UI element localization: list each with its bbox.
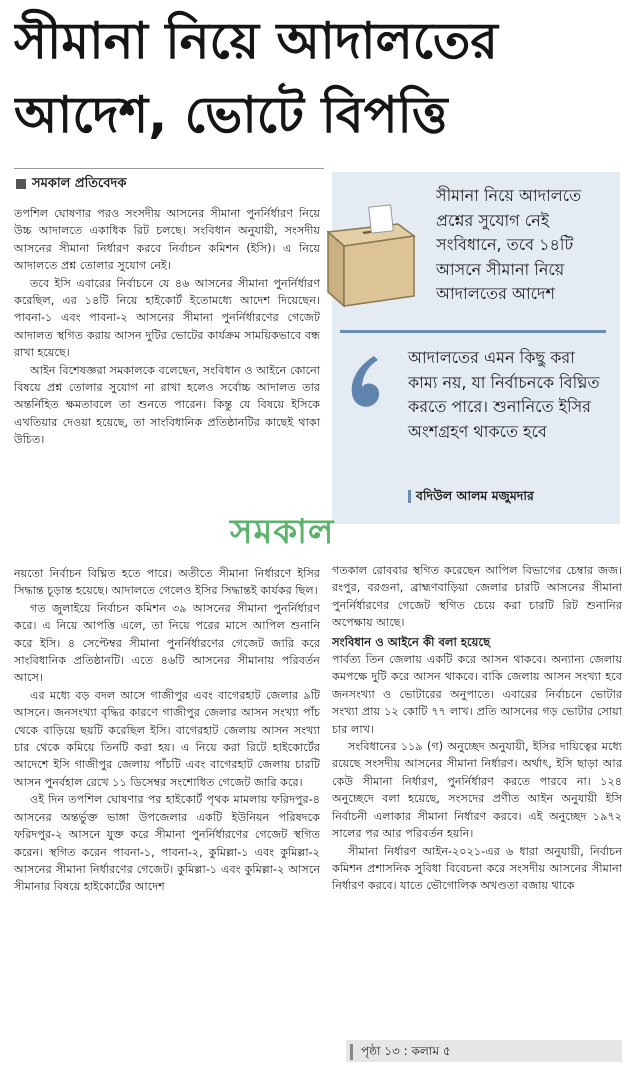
headline-line-1: সীমানা নিয়ে আদালতের (14, 12, 498, 70)
sidebar-quote: আদালতের এমন কিছু করা কাম্য নয়, যা নির্বাচনকে বিঘ্নিত করতে পারে। শুনানিতে ইসির অংশগ্রহণ থাকতে হবে (408, 348, 600, 441)
paragraph: সীমানা নির্ধারণ আইন-২০২১-এর ৬ ধারা অনুযায়ী, নির্বাচন কমিশন প্রশাসনিক সুবিধা বিবেচনা করে সংসদীয় আসনের সীমানা নির্ধারণ করবে। যাতে ভৌগোলিক অখণ্ডতা বজায় থাকে (332, 844, 622, 893)
article-column-right (332, 562, 622, 895)
paragraph: তবে ইসি এবারের নির্বাচনে যে ৪৬ আসনের সীমানা পুনর্নির্ধারণ করেছিল, এর ১৪টি নিয়ে হাইকোর্ট ইতোমধ্যে আদেশ দিয়েছেন। পাবনা-১ এবং পাবনা-২ আসনের সীমানা পুনর্নির্ধারণের গেজেট আদালত স্থগিত করায় আসন দুটির ভোটের কার্যক্রম সাময়িকভাবে বন্ধ রাখা হয়েছে। (14, 276, 320, 360)
article-column-left-top (14, 205, 320, 449)
byline-rule (14, 168, 324, 169)
paragraph: সংবিধানের ১১৯ (গ) অনুচ্ছেদ অনুযায়ী, ইসির দায়িত্বের মধ্যে রয়েছে সংসদীয় আসনের সীমানা নির্ধারণ। অর্থাৎ, ইসি ছাড়া আর কেউ সীমানা নির্ধারণ, পুনর্নির্ধারণ করতে পারবে না। ১২৪ অনুচ্ছেদে বলা হয়েছে, সংসদের প্রণীত আইন অনুযায়ী ইসি নির্বাচনী এলাকার সীমানা নির্ধারণ করবে। এই অনুচ্ছেদ ১৯৭২ সালের পর আর পরিবর্তন হয়নি। (332, 740, 622, 841)
headline (14, 4, 619, 152)
ballot-box-icon (318, 202, 418, 312)
article-column-left-bottom (14, 565, 320, 896)
author-name: বদিউল আলম মজুমদার (416, 488, 534, 503)
byline (16, 174, 316, 195)
headline-line-2: আদেশ, ভোটে বিপত্তি (14, 86, 448, 144)
paragraph: পার্বত্য তিন জেলায় একটি করে আসন থাকবে। অন্যান্য জেলায় কমপক্ষে দুটি করে আসন থাকবে। বাকি জেলায় আসন সংখ্যা হবে জনসংখ্যা ও ভোটারের অনুপাতে। এবারের নির্বাচনে ভোটার সংখ্যা প্রায় ১২ কোটি ৭৭ লাখ। প্রতি আসনের গড় ভোটার সোয়া চার লাখ। (332, 653, 622, 736)
paragraph: তপশিল ঘোষণার পরও সংসদীয় আসনের সীমানা পুনর্নির্ধারণ নিয়ে উচ্চ আদালতে একাধিক রিট চলছে। সংবিধান অনুযায়ী, সংসদীয় আসনের সীমানা নির্ধারণ করবে নির্বাচন কমিশন (ইসি)। এ নিয়ে আদালতে প্রশ্ন তোলার সুযোগ নেই। (14, 207, 320, 273)
sidebar-author (408, 488, 608, 508)
quote-mark-icon (344, 352, 390, 412)
continued-on-page (346, 1040, 622, 1062)
sidebar-summary: সীমানা নিয়ে আদালতে প্রশ্নের সুযোগ নেই সংবিধানে, তবে ১৪টি আসনে সীমানা নিয়ে আদালতের আদেশ (436, 186, 582, 303)
byline-square-icon (16, 179, 26, 189)
paragraph: নয়তো নির্বাচন বিঘ্নিত হতে পারে। অতীতে সীমানা নির্ধারণে ইসির সিদ্ধান্ত চূড়ান্ত হয়েছে। আদালতে গেলেও ইসির সিদ্ধান্তই কার্যকর ছিল। (14, 567, 320, 598)
paragraph: আইন বিশেষজ্ঞরা সমকালকে বলেছেন, সংবিধান ও আইনে কোনো বিষয়ে প্রশ্ন তোলার সুযোগ না রাখা হলেও সর্বোচ্চ আদালত তার অন্তর্নিহিত ক্ষমতাবলে তা শুনতে পারেন। কিন্তু যে বিষয়ে ইসিকে এখতিয়ার দেওয়া হয়েছে, তা সাংবিধানিক প্রতিষ্ঠানটির কাছেই থাকা উচিত। (14, 363, 320, 447)
sidebar-divider (340, 330, 606, 333)
paragraph: ওই দিন তপশিল ঘোষণার পর হাইকোর্ট পৃথক মামলায় ফরিদপুর-৪ আসনের অন্তর্ভুক্ত ভাঙ্গা উপজেলার একটি ইউনিয়ন পরিষদকে ফরিদপুর-২ আসনে যুক্ত করে সীমানা পুনর্নির্ধারণের গেজেট স্থগিত করেন। স্থগিত করেন পাবনা-১, পাবনা-২, কুমিল্লা-১ এবং কুমিল্লা-২ আসনের সীমানা নির্ধারণের গেজেট। কুমিল্লা-১ এবং কুমিল্লা-২ আসনে সীমানার বিষয়ে হাইকোর্টের আদেশ (14, 793, 320, 894)
byline-text: সমকাল প্রতিবেদক (32, 176, 127, 191)
jump-bar (350, 1044, 353, 1060)
author-bar (408, 490, 411, 503)
paragraph: এর মধ্যে বড় বদল আসে গাজীপুর এবং বাগেরহাট জেলার ৯টি আসনে। জনসংখ্যা বৃদ্ধির কারণে গাজীপুর জেলার আসন সংখ্যা পাঁচ থেকে বাড়িয়ে ছয়টি করেছিল ইসি। বাগেরহাট জেলায় আসন সংখ্যা চার থেকে কমিয়ে তিনটি করা হয়। এ নিয়ে করা রিটে হাইকোর্টের আদেশে ইসি গাজীপুর জেলায় পাঁচটি এবং বাগেরহাট জেলায় চারটি আসন পুনর্বহাল রেখে ১১ ডিসেম্বর সংশোধিত গেজেট জারি করে। (14, 688, 320, 789)
subhead: সংবিধান ও আইনে কী বলা হয়েছে (332, 634, 491, 649)
watermark-logo: সমকাল (230, 512, 335, 552)
jump-text: পৃষ্ঠা ১৩ : কলাম ৫ (361, 1044, 451, 1058)
paragraph: গত জুলাইয়ে নির্বাচন কমিশন ৩৯ আসনের সীমানা পুনর্নির্ধারণ করে। এ নিয়ে আপত্তি এলে, তা নিয়ে পরের মাসে আপিল শুনানি করে ইসি। ৪ সেপ্টেম্বর সীমানা পুনর্নির্ধারণের গেজেট জারি করে সাংবিধানিক প্রতিষ্ঠানটি। এতে ৪৬টি আসনের সীমানায় পরিবর্তন আসে। (14, 601, 320, 685)
paragraph: গতকাল রোববার স্থগিত করেছেন আপিল বিভাগের চেম্বার জজ। রংপুর, বরগুনা, ব্রাহ্মণবাড়িয়া জেলার চারটি আসনের সীমানা পুনর্নির্ধারণের গেজেট স্থগিত চেয়ে করা চারটি রিট শুনানির অপেক্ষায় আছে। (332, 564, 622, 630)
